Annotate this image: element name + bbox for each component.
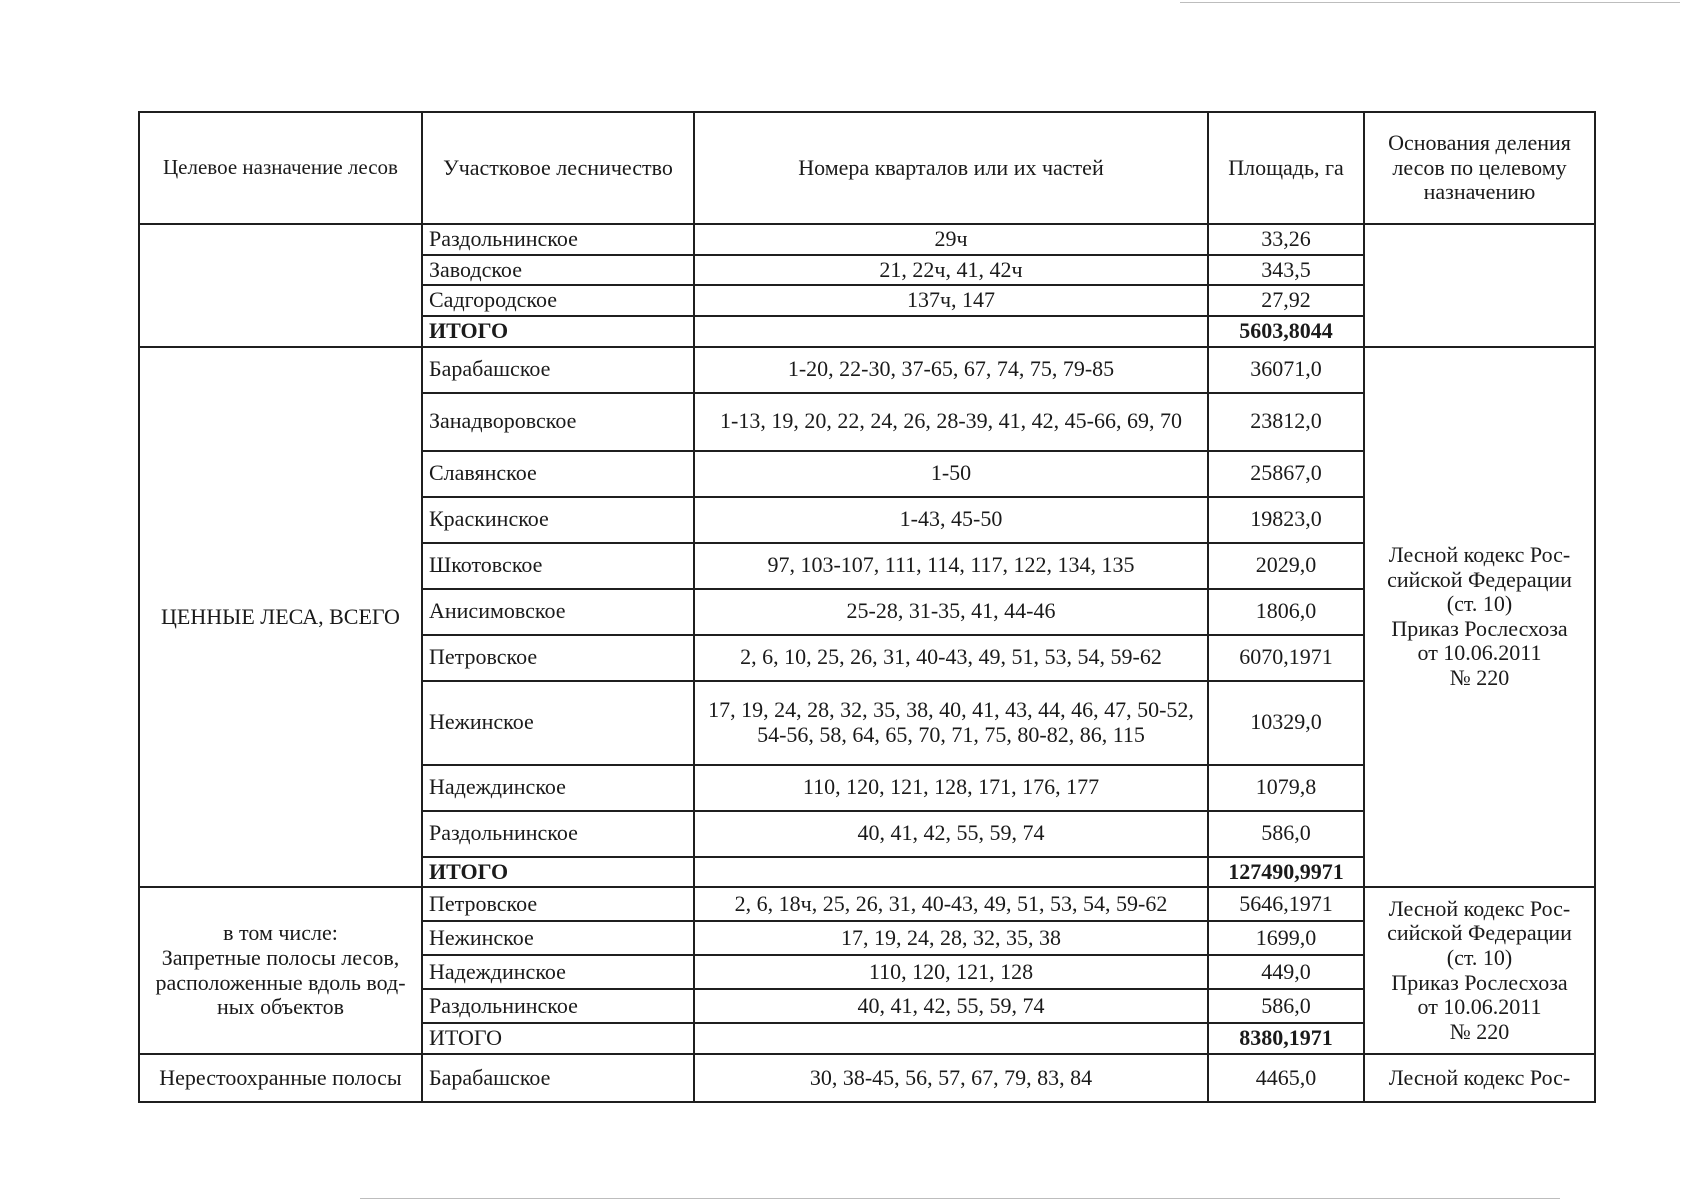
- total-label: ИТОГО: [422, 316, 694, 347]
- purpose-valuable-forests: ЦЕННЫЕ ЛЕСА, ВСЕГО: [139, 347, 422, 888]
- basis-line: Приказ Рослесхоза: [1391, 969, 1568, 995]
- basis-valuable: [1364, 347, 1595, 888]
- area-cell: 33,26: [1208, 224, 1364, 255]
- quarters-cell: 110, 120, 121, 128: [694, 955, 1208, 989]
- basis-line: сийской Федерации: [1387, 566, 1572, 592]
- purpose-line: в том числе:: [223, 920, 338, 946]
- purpose-spawning-strips: Нерестоохранные полосы: [139, 1054, 422, 1102]
- area-cell: 10329,0: [1208, 681, 1364, 765]
- table-row: [139, 347, 1595, 393]
- purpose-line: Запретные полосы лесов,: [161, 945, 400, 970]
- forestry-cell: Краскинское: [422, 497, 694, 543]
- basis-line: сийской Федерации: [1387, 920, 1572, 946]
- quarters-cell: 40, 41, 42, 55, 59, 74: [694, 811, 1208, 857]
- area-cell: 1079,8: [1208, 765, 1364, 811]
- quarters-cell: 1-13, 19, 20, 22, 24, 26, 28-39, 41, 42, 45-66, 69, 70: [694, 393, 1208, 451]
- forestry-cell: Раздольнинское: [422, 224, 694, 255]
- area-cell: 586,0: [1208, 811, 1364, 857]
- area-cell: 5646,1971: [1208, 887, 1364, 921]
- total-quarters-empty: [694, 1023, 1208, 1054]
- basis-spawning: Лесной кодекс Рос-: [1364, 1054, 1595, 1102]
- quarters-cell: 21, 22ч, 41, 42ч: [694, 255, 1208, 286]
- forestry-cell: Раздольнинское: [422, 989, 694, 1023]
- area-cell: 27,92: [1208, 285, 1364, 316]
- purpose-line: расположенные вдоль вод-: [155, 969, 406, 995]
- forestry-cell: Шкотовское: [422, 543, 694, 589]
- basis-line: (ст. 10): [1446, 591, 1513, 617]
- total-label: ИТОГО: [422, 857, 694, 888]
- quarters-cell: 30, 38-45, 56, 57, 67, 79, 83, 84: [694, 1054, 1208, 1102]
- header-quarters: Номера кварталов или их частей: [694, 112, 1208, 224]
- table-header-row: [139, 112, 1595, 224]
- forestry-cell: Петровское: [422, 887, 694, 921]
- quarters-cell: 25-28, 31-35, 41, 44-46: [694, 589, 1208, 635]
- scan-artifact-top: [1180, 2, 1680, 3]
- header-purpose: Целевое назначение лесов: [139, 112, 422, 224]
- table-row: [139, 887, 1595, 921]
- forestry-cell: Надеждинское: [422, 765, 694, 811]
- forestry-cell: Занадворовское: [422, 393, 694, 451]
- forest-purpose-table: [138, 111, 1596, 1103]
- basis-line: (ст. 10): [1446, 945, 1513, 970]
- forestry-cell: Барабашское: [422, 347, 694, 393]
- basis-line: Приказ Рослесхоза: [1391, 615, 1568, 641]
- area-cell: 25867,0: [1208, 451, 1364, 497]
- basis-cell-empty: [1364, 224, 1595, 347]
- basis-line: Лесной кодекс Рос-: [1388, 895, 1571, 921]
- header-area: Площадь, га: [1208, 112, 1364, 224]
- total-area: 8380,1971: [1208, 1023, 1364, 1054]
- basis-line: от 10.06.2011: [1417, 640, 1542, 666]
- forestry-cell: Заводское: [422, 255, 694, 286]
- forestry-cell: Славянское: [422, 451, 694, 497]
- scan-artifact-bottom: [360, 1198, 1560, 1199]
- quarters-cell: 1-20, 22-30, 37-65, 67, 74, 75, 79-85: [694, 347, 1208, 393]
- quarters-cell: 17, 19, 24, 28, 32, 35, 38, 40, 41, 43, 44, 46, 47, 50-52, 54-56, 58, 64, 65, 70, 71, 75, 80-82, 86, 115: [694, 681, 1208, 765]
- table-row: [139, 1054, 1595, 1102]
- basis-line: Лесной кодекс Рос-: [1388, 541, 1571, 567]
- area-cell: 449,0: [1208, 955, 1364, 989]
- quarters-cell: 1-50: [694, 451, 1208, 497]
- area-cell: 4465,0: [1208, 1054, 1364, 1102]
- forestry-cell: Петровское: [422, 635, 694, 681]
- forestry-cell: Раздольнинское: [422, 811, 694, 857]
- forestry-cell: Нежинское: [422, 921, 694, 955]
- total-area: 5603,8044: [1208, 316, 1364, 347]
- total-quarters-empty: [694, 316, 1208, 347]
- forestry-cell: Барабашское: [422, 1054, 694, 1102]
- forestry-cell: Садгородское: [422, 285, 694, 316]
- basis-water: [1364, 887, 1595, 1054]
- forestry-cell: Нежинское: [422, 681, 694, 765]
- area-cell: 343,5: [1208, 255, 1364, 286]
- purpose-cell-empty: [139, 224, 422, 347]
- purpose-line: ных объектов: [217, 994, 344, 1020]
- quarters-cell: 97, 103-107, 111, 114, 117, 122, 134, 135: [694, 543, 1208, 589]
- area-cell: 23812,0: [1208, 393, 1364, 451]
- basis-line: от 10.06.2011: [1417, 994, 1542, 1020]
- area-cell: 1699,0: [1208, 921, 1364, 955]
- total-label: ИТОГО: [422, 1023, 694, 1054]
- forestry-cell: Надеждинское: [422, 955, 694, 989]
- basis-line: № 220: [1449, 1018, 1510, 1044]
- quarters-cell: 2, 6, 10, 25, 26, 31, 40-43, 49, 51, 53, 54, 59-62: [694, 635, 1208, 681]
- basis-line: № 220: [1449, 665, 1510, 691]
- area-cell: 1806,0: [1208, 589, 1364, 635]
- area-cell: 2029,0: [1208, 543, 1364, 589]
- quarters-cell: 17, 19, 24, 28, 32, 35, 38: [694, 921, 1208, 955]
- quarters-cell: 40, 41, 42, 55, 59, 74: [694, 989, 1208, 1023]
- forestry-cell: Анисимовское: [422, 589, 694, 635]
- quarters-cell: 110, 120, 121, 128, 171, 176, 177: [694, 765, 1208, 811]
- purpose-water-strips: [139, 887, 422, 1054]
- total-area: 127490,9971: [1208, 857, 1364, 888]
- area-cell: 36071,0: [1208, 347, 1364, 393]
- quarters-cell: 1-43, 45-50: [694, 497, 1208, 543]
- total-quarters-empty: [694, 857, 1208, 888]
- header-basis: Основания деления лесов по целевому назначению: [1364, 112, 1595, 224]
- quarters-cell: 137ч, 147: [694, 285, 1208, 316]
- area-cell: 586,0: [1208, 989, 1364, 1023]
- quarters-cell: 29ч: [694, 224, 1208, 255]
- header-forestry: Участковое лесничество: [422, 112, 694, 224]
- area-cell: 6070,1971: [1208, 635, 1364, 681]
- area-cell: 19823,0: [1208, 497, 1364, 543]
- quarters-cell: 2, 6, 18ч, 25, 26, 31, 40-43, 49, 51, 53, 54, 59-62: [694, 887, 1208, 921]
- table-row: [139, 224, 1595, 255]
